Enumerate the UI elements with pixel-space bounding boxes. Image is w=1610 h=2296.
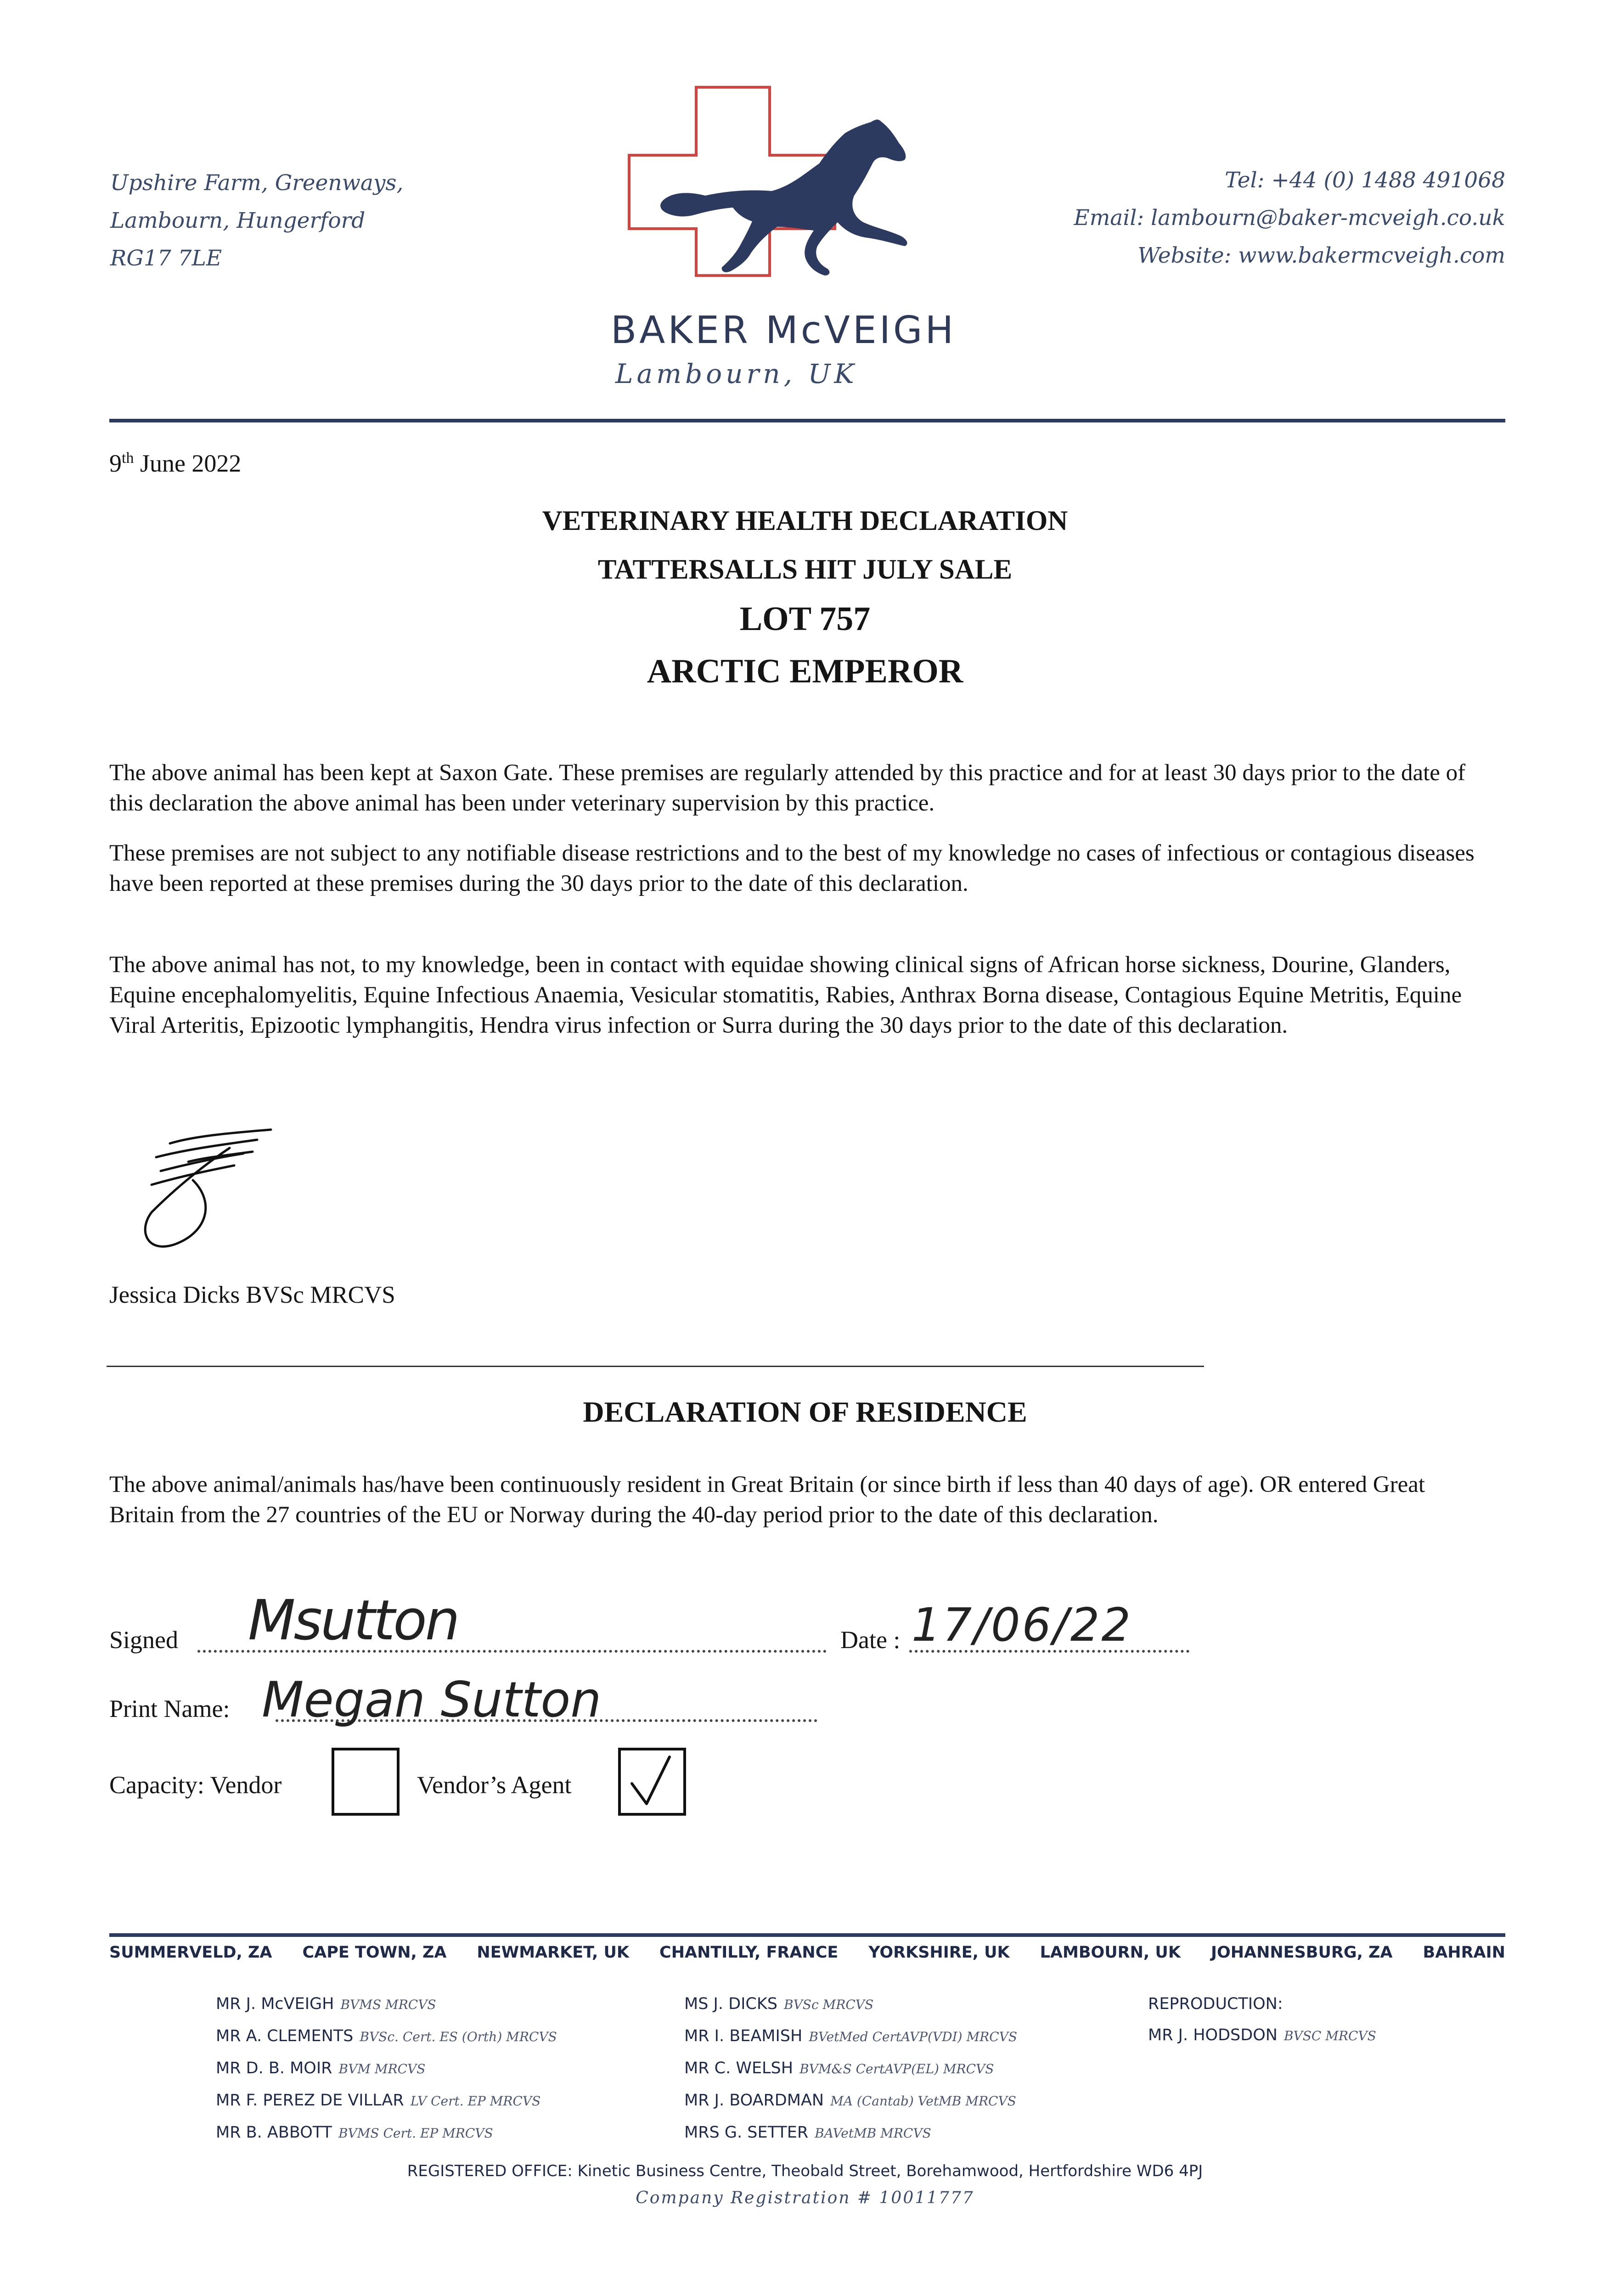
staff-entry: MR A. CLEMENTS BVSc. Cert. ES (Orth) MRCVS bbox=[216, 2027, 557, 2045]
staff-entry: MR C. WELSH BVM&S CertAVP(EL) MRCVS bbox=[684, 2059, 994, 2077]
office-location: LAMBOURN, UK bbox=[1040, 1943, 1181, 1962]
staff-heading: REPRODUCTION: bbox=[1148, 1995, 1283, 2013]
declaration-title: VETERINARY HEALTH DECLARATION bbox=[542, 506, 1068, 536]
office-location: NEWMARKET, UK bbox=[477, 1943, 630, 1962]
email-link[interactable]: Email: lambourn@baker-mcveigh.co.uk bbox=[1074, 205, 1505, 231]
horse-and-cross-logo bbox=[615, 83, 983, 331]
staff-entry: MS J. DICKS BVSc MRCVS bbox=[684, 1995, 874, 2013]
staff-entry: MR J. BOARDMAN MA (Cantab) VetMB MRCVS bbox=[684, 2091, 1016, 2110]
sale-title: TATTERSALLS HIT JULY SALE bbox=[597, 554, 1013, 585]
contact-details bbox=[1074, 162, 1505, 275]
header-divider bbox=[109, 419, 1505, 422]
office-location: CHANTILLY, FRANCE bbox=[659, 1943, 839, 1962]
signed-date: 17/06/22 bbox=[912, 1598, 1133, 1652]
address-line: Lambourn, Hungerford bbox=[110, 208, 366, 233]
telephone: Tel: +44 (0) 1488 491068 bbox=[1225, 168, 1505, 193]
print-name-label: Print Name: bbox=[109, 1695, 230, 1722]
staff-entry: MR F. PEREZ DE VILLAR LV Cert. EP MRCVS bbox=[216, 2091, 541, 2110]
office-location: JOHANNESBURG, ZA bbox=[1210, 1943, 1393, 1962]
paragraph-residence: The above animal/animals has/have been continuously resident in Great Britain (or since birth if less than 40 days of age). OR entered Great Britain from the 27 countries of the EU or Norway during the 40-day period prior to the date of this declaration. bbox=[109, 1472, 1425, 1528]
vendors-agent-label: Vendor’s Agent bbox=[417, 1771, 572, 1799]
address-line: RG17 7LE bbox=[110, 246, 222, 271]
document-date bbox=[109, 449, 241, 478]
practice-address bbox=[110, 164, 403, 277]
paragraph-disease-restrictions: These premises are not subject to any notifiable disease restrictions and to the best of my knowledge no cases of infectious or contagious diseases have been reported at these premises during the 30 days prior to the date of this declaration. bbox=[109, 840, 1475, 896]
staff-column-1 bbox=[216, 1988, 557, 2149]
date-suffix: th bbox=[122, 450, 134, 467]
staff-entry: MR I. BEAMISH BVetMed CertAVP(VDI) MRCVS bbox=[684, 2027, 1018, 2045]
vet-name: Jessica Dicks BVSc MRCVS bbox=[109, 1282, 395, 1308]
brand-location: Lambourn, UK bbox=[615, 358, 858, 389]
brand-name: BAKER McVEIGH bbox=[611, 309, 957, 352]
printed-name: Megan Sutton bbox=[262, 1671, 602, 1728]
office-location: CAPE TOWN, ZA bbox=[302, 1943, 447, 1962]
section-divider bbox=[107, 1366, 1204, 1367]
staff-column-3 bbox=[1148, 1988, 1376, 2052]
address-line: Upshire Farm, Greenways, bbox=[110, 170, 404, 196]
footer-divider bbox=[109, 1933, 1505, 1937]
paragraph-supervision: The above animal has been kept at Saxon Gate. These premises are regularly attended by this practice and for at least 30 days prior to the date of this declaration the above animal has been under veterinary supervision by this practice. bbox=[109, 760, 1466, 816]
staff-entry: MRS G. SETTER BAVetMB MRCVS bbox=[684, 2123, 931, 2142]
checkmark-icon bbox=[618, 1748, 686, 1816]
registered-office: REGISTERED OFFICE: Kinetic Business Centre, Theobald Street, Borehamwood, Hertfordshire WD6 4PJ bbox=[407, 2162, 1203, 2180]
date-label: Date : bbox=[840, 1626, 901, 1654]
staff-entry: MR J. HODSDON BVSC MRCVS bbox=[1148, 2026, 1376, 2044]
office-locations bbox=[109, 1943, 1505, 1962]
date-day: 9 bbox=[109, 450, 122, 477]
date-month-year: June 2022 bbox=[134, 450, 242, 477]
office-location: BAHRAIN bbox=[1423, 1943, 1505, 1962]
residence-title: DECLARATION OF RESIDENCE bbox=[583, 1396, 1027, 1428]
website-link[interactable]: Website: www.bakermcveigh.com bbox=[1137, 243, 1505, 268]
capacity-vendor-label: Capacity: Vendor bbox=[109, 1771, 282, 1799]
lot-number: LOT 757 bbox=[739, 600, 871, 638]
staff-entry: MR D. B. MOIR BVM MRCVS bbox=[216, 2059, 426, 2077]
staff-column-2 bbox=[684, 1988, 1017, 2149]
signed-label: Signed bbox=[109, 1626, 179, 1654]
horse-name: ARCTIC EMPEROR bbox=[647, 653, 963, 690]
vendor-signature: Msutton bbox=[248, 1589, 458, 1653]
vendor-checkbox[interactable] bbox=[332, 1748, 400, 1816]
paragraph-contact-diseases: The above animal has not, to my knowledge, been in contact with equidae showing clinical signs of African horse sickness, Dourine, Glanders, Equine encephalomyelitis, Equine Infectious Anaemia, Vesicular stomatitis, Rabies, Anthrax Borna disease, Contagious Equine Metritis, Equine Viral Arteritis, Epizootic lymphangitis, Hendra virus infection or Surra during the 30 days prior to the date of this declaration. bbox=[109, 952, 1462, 1038]
office-location: SUMMERVELD, ZA bbox=[109, 1943, 272, 1962]
staff-entry: MR J. McVEIGH BVMS MRCVS bbox=[216, 1995, 436, 2013]
company-registration: Company Registration # 10011777 bbox=[636, 2189, 974, 2207]
vet-signature bbox=[119, 1111, 294, 1249]
office-location: YORKSHIRE, UK bbox=[868, 1943, 1010, 1962]
staff-entry: MR B. ABBOTT BVMS Cert. EP MRCVS bbox=[216, 2123, 493, 2142]
